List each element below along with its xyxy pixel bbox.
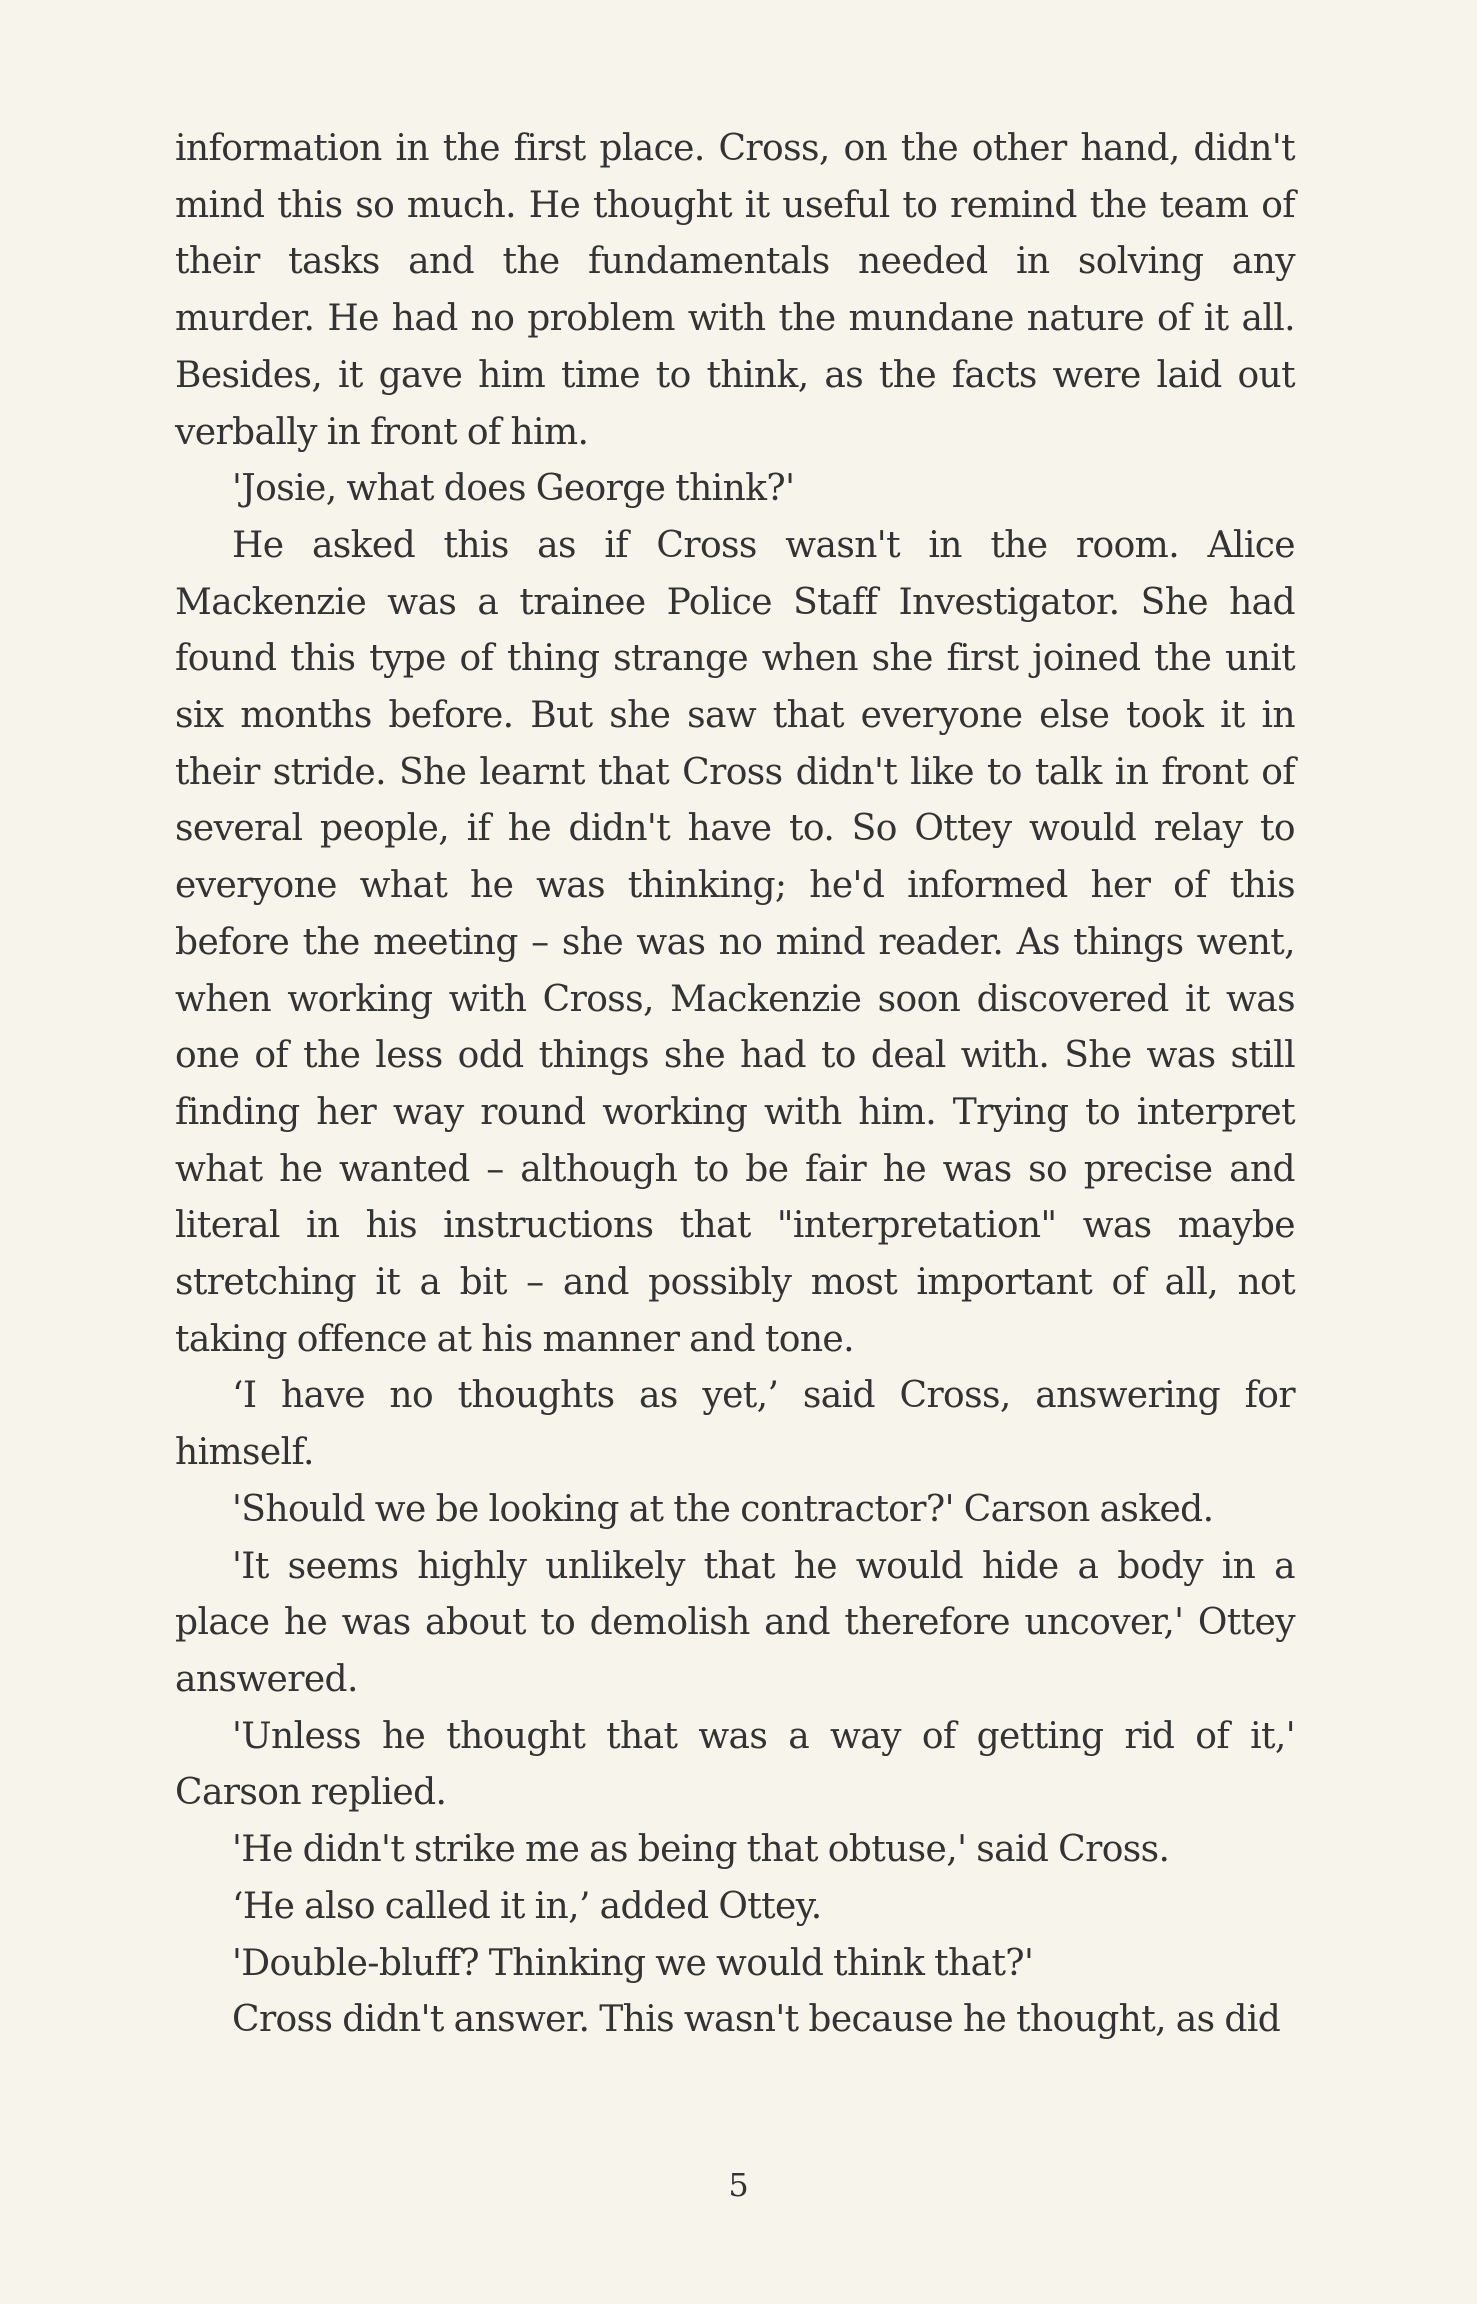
- paragraph: 'He didn't strike me as being that obtuse,' said Cross.: [232, 1829, 1170, 1871]
- paragraph: 'Unless he thought that was a way of getting rid of it,' Carson replied.: [175, 1715, 1295, 1814]
- body-text: [175, 121, 1295, 2049]
- paragraph: He asked this as if Cross wasn't in the room. Alice Mackenzie was a trainee Police Staff Investigator. She had found this type of thing strange when she first joined the unit six months before. But she saw that everyone else took it in their stride. She learnt that Cross didn't like to talk in front of several people, if he didn't have to. So Ottey would relay to everyone what he was thinking; he'd informed her of this before the meeting – she was no mind reader. As things went, when working with Cross, Mackenzie soon discovered it was one of the less odd things she had to deal with. She was still finding her way round working with him. Trying to interpret what he wanted – although to be fair he was so precise and literal in his instructions that "interpretation" was maybe stretching it a bit – and possibly most important of all, not taking offence at his manner and tone.: [175, 524, 1295, 1360]
- paragraph: ‘I have no thoughts as yet,’ said Cross, answering for himself.: [175, 1375, 1295, 1474]
- paragraph: Cross didn't answer. This wasn't because he thought, as did: [232, 1999, 1281, 2041]
- paragraph: information in the first place. Cross, on the other hand, didn't mind this so much. He thought it useful to remind the team of their tasks and the fundamentals needed in solving any murder. He had no problem with the mundane nature of it all. Besides, it gave him time to think, as the facts were laid out verbally in front of him.: [175, 128, 1295, 453]
- page-number: 5: [728, 2166, 749, 2204]
- paragraph: 'It seems highly unlikely that he would hide a body in a place he was about to demolish and therefore uncover,' Ottey answered.: [175, 1545, 1295, 1700]
- paragraph: ‘He also called it in,’ added Ottey.: [232, 1885, 822, 1927]
- paragraph: 'Josie, what does George think?': [232, 468, 795, 510]
- paragraph: 'Double-bluff? Thinking we would think that?': [232, 1942, 1034, 1984]
- paragraph: 'Should we be looking at the contractor?' Carson asked.: [232, 1488, 1214, 1530]
